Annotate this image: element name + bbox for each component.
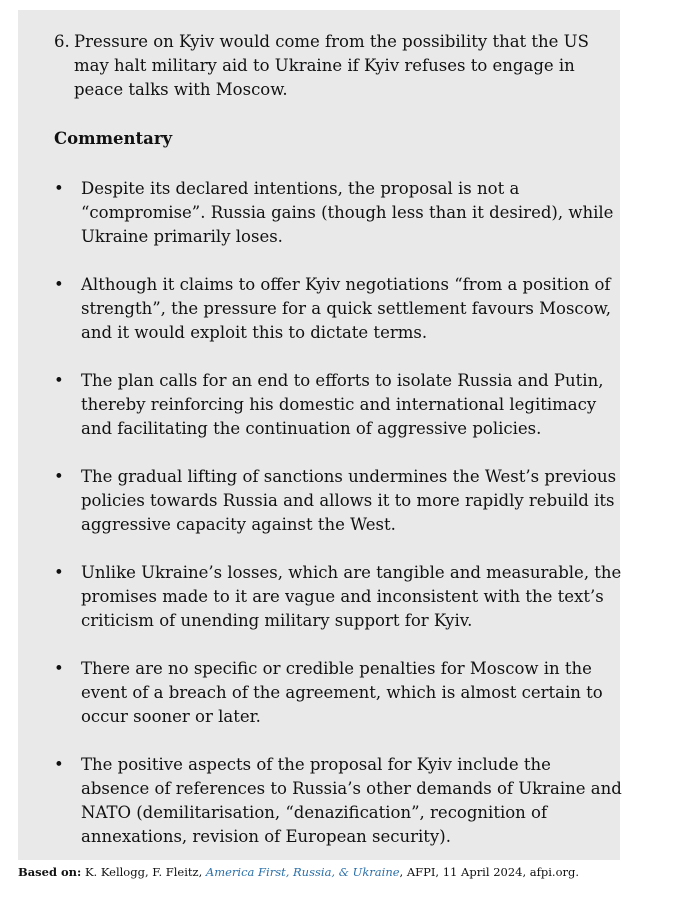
source-citation [18, 863, 579, 881]
commentary-item [54, 561, 624, 633]
point-number: 6. [54, 32, 70, 51]
panel-content [54, 30, 624, 873]
commentary-item-text: Unlike Ukraine’s losses, which are tangible and measurable, the promises made to it are vague and inconsistent with the text’s criticism of unending military support for Kyiv. [81, 563, 622, 630]
commentary-item [54, 369, 624, 441]
commentary-list [54, 177, 624, 849]
commentary-item [54, 177, 624, 249]
commentary-item [54, 657, 624, 729]
point-text: Pressure on Kyiv would come from the possibility that the US may halt military aid to Ukraine if Kyiv refuses to engage in peace talks with Moscow. [74, 32, 589, 99]
bullet-icon: • [54, 659, 64, 678]
commentary-item-text: There are no specific or credible penalties for Moscow in the event of a breach of the agreement, which is almost certain to occur sooner or later. [81, 659, 603, 726]
commentary-heading: Commentary [54, 129, 173, 148]
commentary-item-text: The plan calls for an end to efforts to isolate Russia and Putin, thereby reinforcing his domestic and international legitimacy and facilitating the continuation of aggressive policies. [81, 371, 604, 438]
bullet-icon: • [54, 275, 64, 294]
commentary-item-text: The positive aspects of the proposal for Kyiv include the absence of references to Russia’s other demands of Ukraine and NATO (demilitarisation, “denazification”, recognition of annexations, revision of European security). [81, 755, 622, 846]
numbered-point-6 [54, 30, 624, 102]
commentary-item-text: Although it claims to offer Kyiv negotiations “from a position of strength”, the pressure for a quick settlement favours Moscow, and it would exploit this to dictate terms. [81, 275, 612, 342]
commentary-item [54, 753, 624, 849]
bullet-icon: • [54, 755, 64, 774]
bullet-icon: • [54, 371, 64, 390]
bullet-icon: • [54, 563, 64, 582]
commentary-item-text: Despite its declared intentions, the proposal is not a “compromise”. Russia gains (though less than it desired), while Ukraine primarily loses. [81, 179, 614, 246]
commentary-item-text: The gradual lifting of sanctions undermines the West’s previous policies towards Russia and allows it to more rapidly rebuild its aggressive capacity against the West. [81, 467, 617, 534]
source-label: Based on: [18, 865, 82, 879]
source-authors: K. Kellogg, F. Fleitz, [81, 865, 206, 879]
commentary-item [54, 465, 624, 537]
source-details: , AFPI, 11 April 2024, afpi.org. [399, 865, 580, 879]
bullet-icon: • [54, 467, 64, 486]
commentary-panel [18, 10, 620, 860]
commentary-item [54, 273, 624, 345]
source-title-link[interactable]: America First, Russia, & Ukraine [205, 865, 400, 879]
bullet-icon: • [54, 179, 64, 198]
